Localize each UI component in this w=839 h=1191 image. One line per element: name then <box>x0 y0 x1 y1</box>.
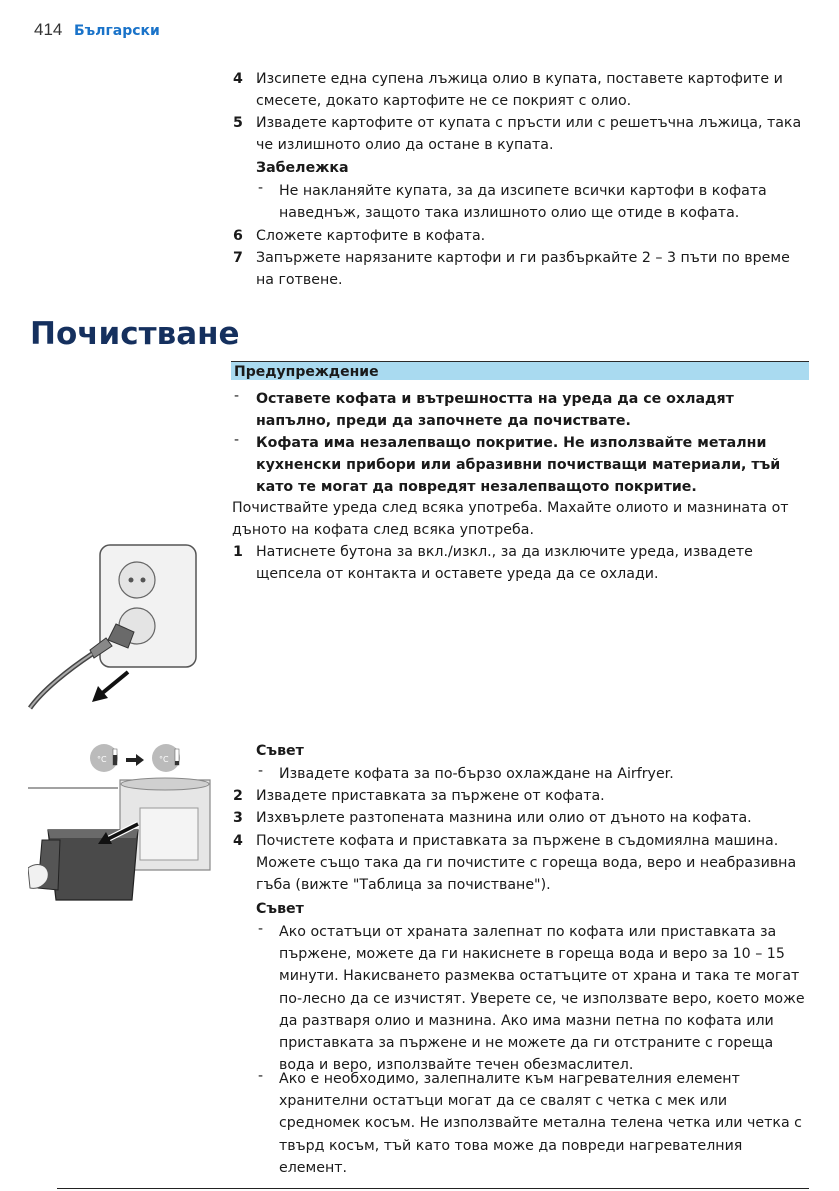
step-number: 4 <box>233 71 243 87</box>
step-text: Натиснете бутона за вкл./изкл., за да изключите уреда, извадете щепсела от контакта и оставете уреда да се охлади. <box>256 544 753 583</box>
intro-paragraph: Почиствайте уреда след всяка употреба. Махайте олиото и мазнината от дъното на кофата след всяка употреба. <box>232 500 789 539</box>
language-label: Български <box>74 23 160 39</box>
arrow-icon <box>100 672 128 695</box>
bullet-dash: - <box>234 388 240 404</box>
step-number: 4 <box>233 833 243 849</box>
step-text: Запържете нарязаните картофи и ги разбъркайте 2 – 3 пъти по време на готвене. <box>256 250 790 289</box>
arrow-icon <box>126 754 144 766</box>
note-title: Забележка <box>256 160 349 176</box>
note-item: Не накланяйте купата, за да изсипете всички картофи в кофата наведнъж, защото така излишното олио ще отиде в кофата. <box>279 183 767 222</box>
step-text: Извадете приставката за пържене от кофата. <box>256 788 605 804</box>
step-text: Сложете картофите в кофата. <box>256 228 486 244</box>
warning-item: Кофата има незалепващо покритие. Не използвайте метални кухненски прибори или абразивни почистващи материали, тъй като те могат да повредят незалепващото покритие. <box>256 435 781 496</box>
step-text: Извадете картофите от купата с пръсти или с решетъчна лъжица, така че излишното олио да остане в купата. <box>256 115 802 154</box>
remove-basket-illustration <box>28 740 214 905</box>
warning-title: Предупреждение <box>231 361 809 380</box>
outlet-top <box>119 562 155 598</box>
bullet-dash: - <box>258 763 264 779</box>
step-number: 7 <box>233 250 243 266</box>
step-text: Почистете кофата и приставката за пържене в съдомиялна машина. Можете също така да ги почистите с гореща вода, веро и неабразивна гъба (вижте "Таблица за почистване"). <box>256 833 797 894</box>
step-number: 1 <box>233 544 243 560</box>
bullet-dash: - <box>258 1068 264 1084</box>
section-title: Почистване <box>30 316 240 352</box>
power-cord <box>30 654 92 708</box>
thermo-label: °C <box>159 755 169 764</box>
footer-rule <box>57 1188 809 1189</box>
step-text: Изхвърлете разтопената мазнина или олио от дъното на кофата. <box>256 810 752 826</box>
tip-item: Извадете кофата за по-бързо охлаждане на Airfryer. <box>279 766 674 782</box>
tip-item: Ако остатъци от храната залепнат по кофата или приставката за пържене, можете да ги накиснете в гореща вода и веро за 10 – 15 минути. Накисването размеква остатъците от храна и така те могат по-лесно да се изчистят. Уверете се, че използвате веро, което може да разтваря олио и мазнина. Ако има мазни петна по кофата или приставката за пържене и не можете да ги отстраните с гореща вода и веро, използвайте течен обезмаслител. <box>279 924 805 1074</box>
bullet-dash: - <box>234 432 240 448</box>
bullet-dash: - <box>258 921 264 937</box>
fryer-basket <box>48 830 138 900</box>
bullet-dash: - <box>258 180 264 196</box>
step-number: 6 <box>233 228 243 244</box>
tip-item: Ако е необходимо, залепналите към нагревателния елемент хранителни остатъци могат да се свалят с четка с мек или средномек косъм. Не използвайте метална телена четка или четка с твърд косъм, тъй като това може да повреди нагревателния елемент. <box>279 1071 802 1176</box>
tip-title: Съвет <box>256 901 304 917</box>
step-number: 3 <box>233 810 243 826</box>
thermo-label: °C <box>97 755 107 764</box>
wall-socket <box>100 545 196 667</box>
tip-title: Съвет <box>256 743 304 759</box>
unplug-illustration <box>28 540 200 715</box>
step-number: 5 <box>233 115 243 131</box>
step-text: Изсипете една супена лъжица олио в купата, поставете картофите и смесете, докато картофите не се покрият с олио. <box>256 71 783 110</box>
warning-item: Оставете кофата и вътрешността на уреда да се охладят напълно, преди да започнете да почиствате. <box>256 391 734 430</box>
page-number: 414 <box>34 20 63 39</box>
step-number: 2 <box>233 788 243 804</box>
